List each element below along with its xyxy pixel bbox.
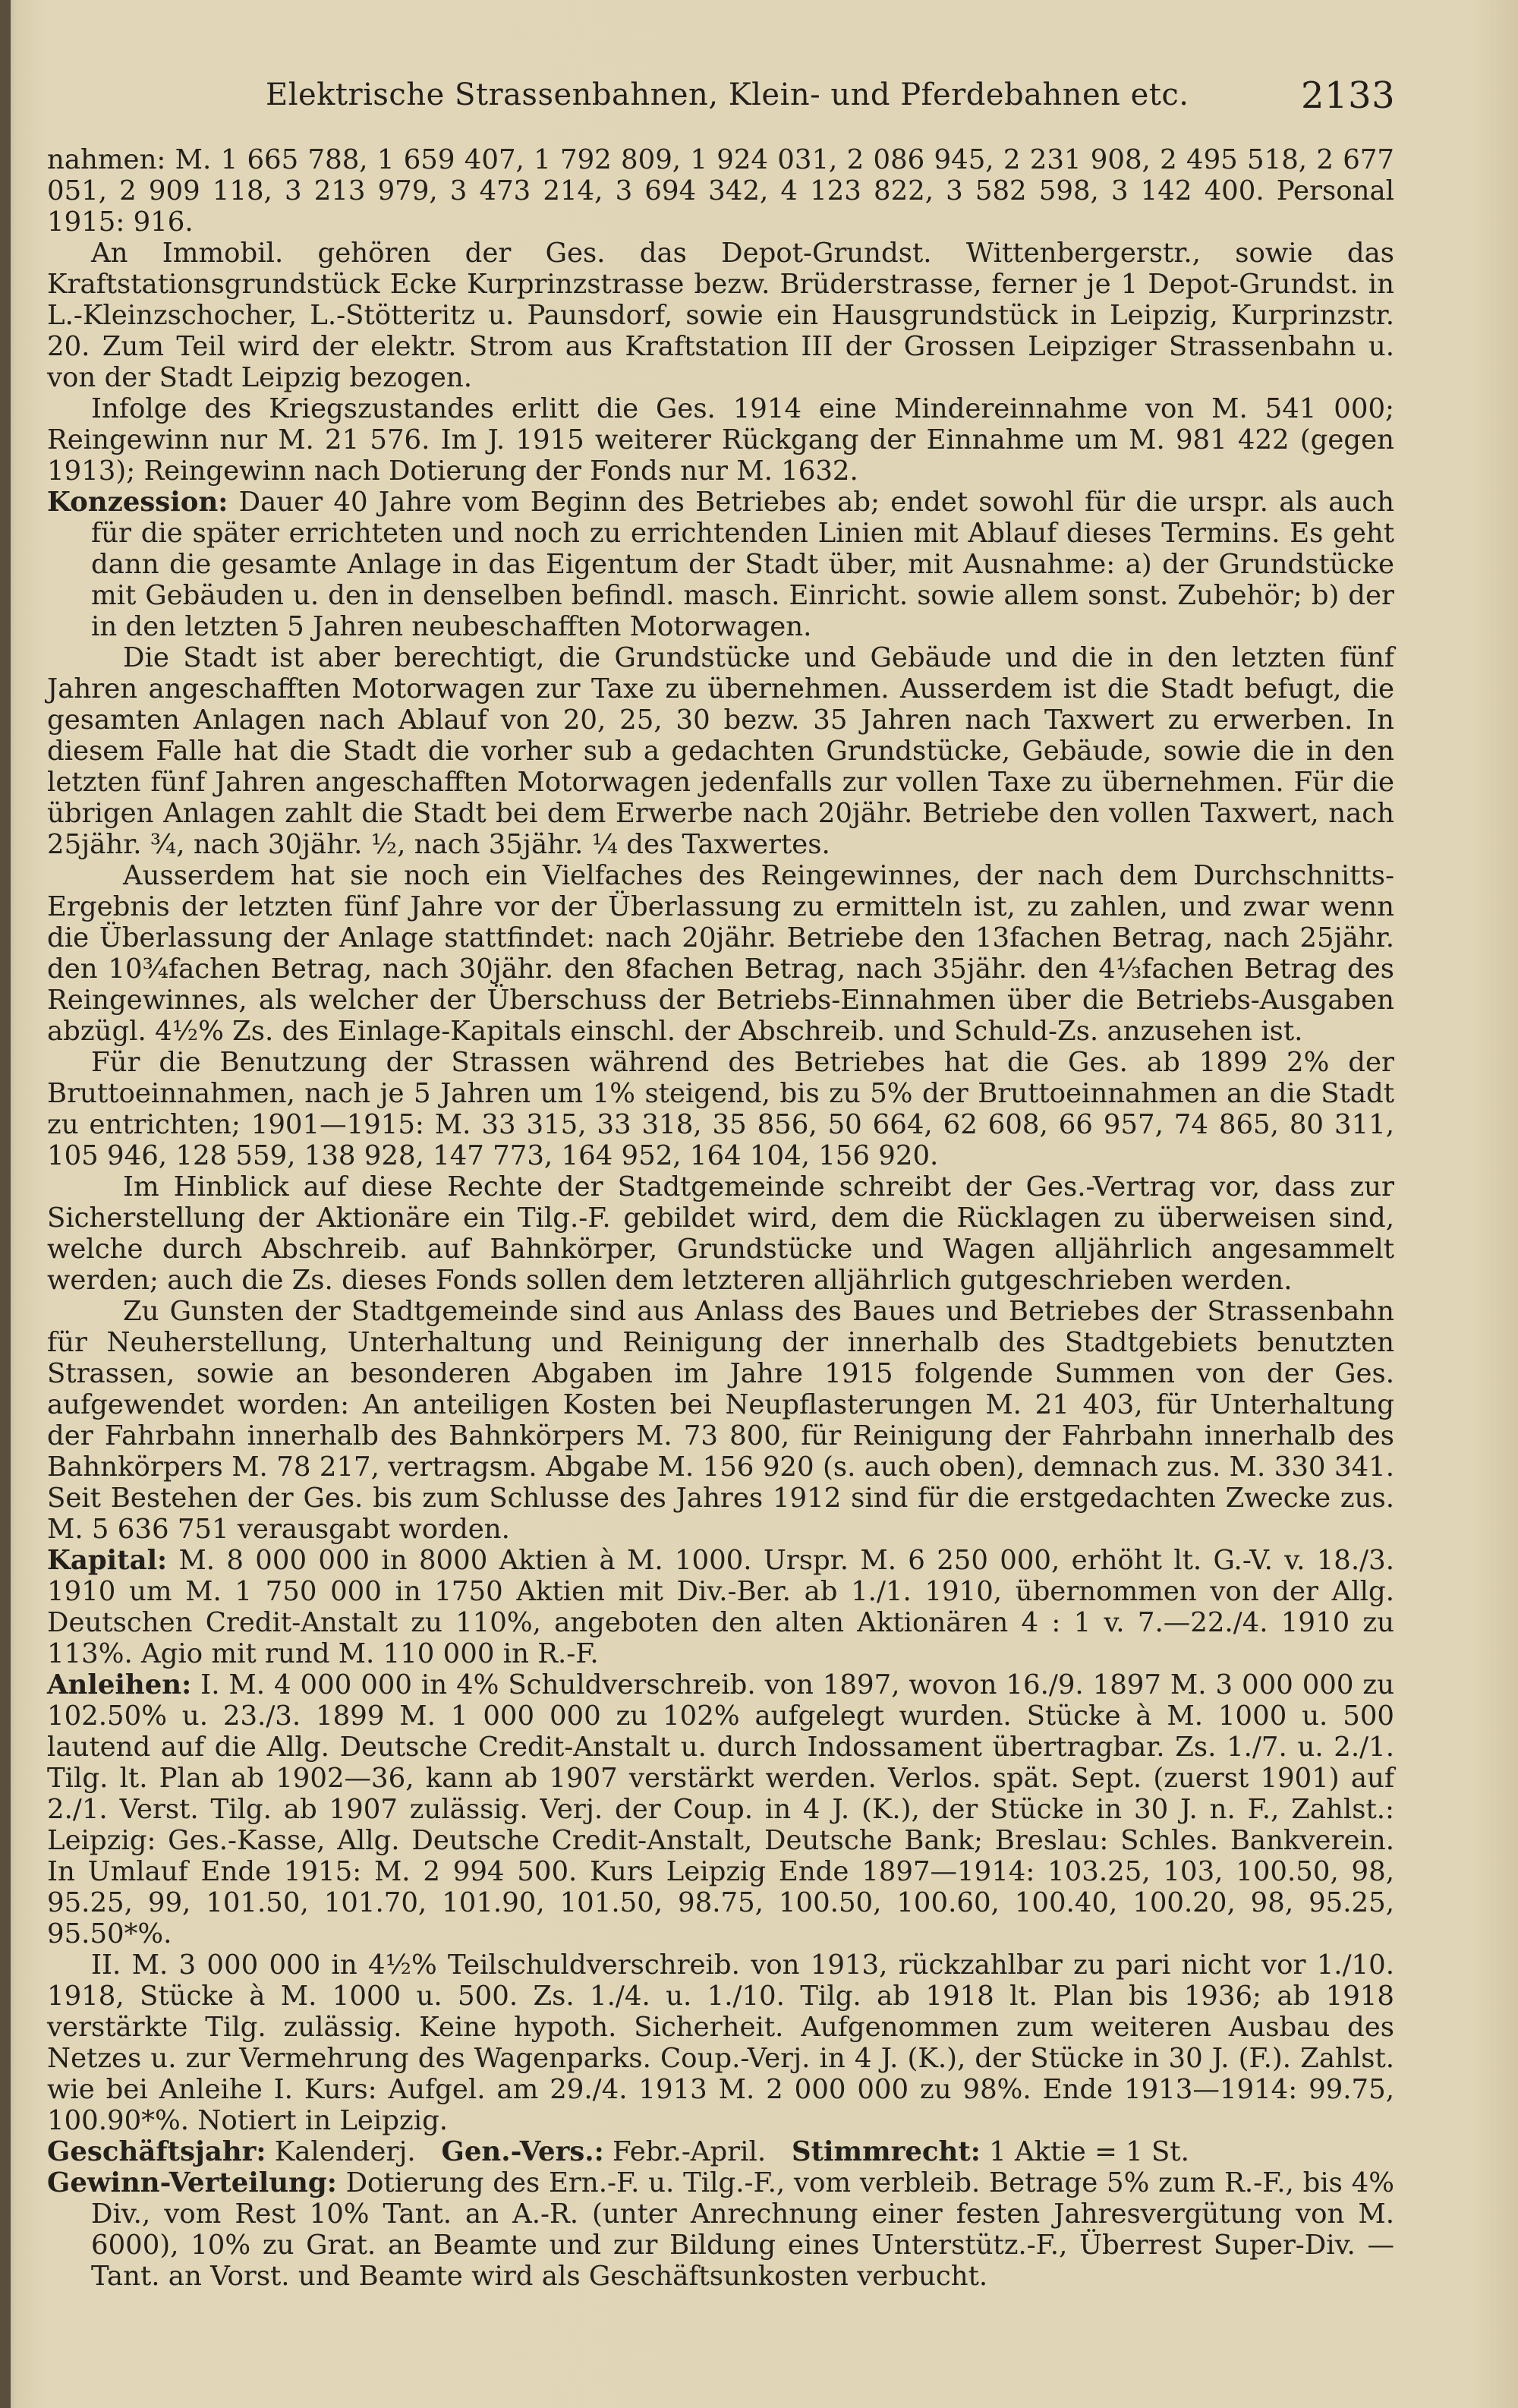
- paragraph-anleihen: Anleihen: I. M. 4 000 000 in 4% Schuldverschreib. von 1897, wovon 16./9. 1897 M. 3 000 000 zu 102.50% u. 23./3. 1899 M. 1 000 000 zu 102% aufgelegt wurden. Stücke à M. 1000 u. 500 lautend auf die Allg. Deutsche Credit-Anstalt u. durch Indossament übertragbar. Zs. 1./7. u. 2./1. Tilg. lt. Plan ab 1902—36, kann ab 1907 verstärkt werden. Verlos. spät. Sept. (zuerst 1901) auf 2./1. Verst. Tilg. ab 1907 zulässig. Verj. der Coup. in 4 J. (K.), der Stücke in 30 J. n. F., Zahlst.: Leipzig: Ges.-Kasse, Allg. Deutsche Credit-Anstalt, Deutsche Bank; Breslau: Schles. Bankverein. In Umlauf Ende 1915: M. 2 994 500. Kurs Leipzig Ende 1897—1914: 103.25, 103, 100.50, 98, 95.25, 99, 101.50, 101.70, 101.90, 101.50, 98.75, 100.50, 100.60, 100.40, 100.20, 98, 95.25, 95.50*%.: [47, 1669, 1394, 1949]
- paragraph-stadt-rechte: Die Stadt ist aber berechtigt, die Grundstücke und Gebäude und die in den letzten fünf Jahren angeschafften Motorwagen zur Taxe zu übernehmen. Ausserdem ist die Stadt befugt, die gesamten Anlagen nach Ablauf von 20, 25, 30 bezw. 35 Jahren nach Taxwert zu erwerben. In diesem Falle hat die Stadt die vorher sub a gedachten Grundstücke, Gebäude, sowie die in den letzten fünf Jahren angeschafften Motorwagen jedenfalls zur vollen Taxe zu übernehmen. Für die übrigen Anlagen zahlt die Stadt bei dem Erwerbe nach 20jähr. Betriebe den vollen Taxwert, nach 25jähr. ¾, nach 30jähr. ½, nach 35jähr. ¼ des Taxwertes.: [47, 642, 1394, 860]
- paragraph-konzession: Konzession: Dauer 40 Jahre vom Beginn des Betriebes ab; endet sowohl für die urspr. als auch für die später errichteten und noch zu errichtenden Linien mit Ablauf dieses Termins. Es geht dann die gesamte Anlage in das Eigentum der Stadt über, mit Ausnahme: a) der Grundstücke mit Gebäuden u. den in denselben befindl. masch. Einricht. sowie allem sonst. Zubehör; b) der in den letzten 5 Jahren neubeschafften Motorwagen.: [47, 487, 1394, 642]
- page-number: 2133: [1301, 74, 1396, 117]
- paragraph-geschaeftsjahr: Geschäftsjahr: Kalenderj. Gen.-Vers.: Febr.-April. Stimmrecht: 1 Aktie = 1 St.: [47, 2136, 1189, 2167]
- paragraph-revenue: nahmen: M. 1 665 788, 1 659 407, 1 792 809, 1 924 031, 2 086 945, 2 231 908, 2 495 518, 2 677 051, 2 909 118, 3 213 979, 3 473 214, 3 694 342, 4 123 822, 3 582 598, 3 142 400. Personal 1915: 916.: [47, 144, 1394, 238]
- body-text: [47, 144, 1394, 2292]
- paragraph-reingewinn: Ausserdem hat sie noch ein Vielfaches des Reingewinnes, der nach dem Durchschnitts-Ergebnis der letzten fünf Jahre vor der Überlassung zu ermitteln ist, zu zahlen, und zwar wenn die Überlassung der Anlage stattfindet: nach 20jähr. Betriebe den 13fachen Betrag, nach 25jähr. den 10¾fachen Betrag, nach 30jähr. den 8fachen Betrag, nach 35jähr. den 4⅓fachen Betrag des Reingewinnes, als welcher der Überschuss der Betriebs-Einnahmen über die Betriebs-Ausgaben abzügl. 4½% Zs. des Einlage-Kapitals einschl. der Abschreib. und Schuld-Zs. anzusehen ist.: [47, 860, 1394, 1047]
- paragraph-strassenbenutzung: Für die Benutzung der Strassen während des Betriebes hat die Ges. ab 1899 2% der Bruttoeinnahmen, nach je 5 Jahren um 1% steigend, bis zu 5% der Bruttoeinnahmen an die Stadt zu entrichten; 1901—1915: M. 33 315, 33 318, 35 856, 50 664, 62 608, 66 957, 74 865, 80 311, 105 946, 128 559, 138 928, 147 773, 164 952, 164 104, 156 920.: [47, 1047, 1394, 1171]
- section-label: Gen.-Vers.:: [441, 2136, 604, 2167]
- section-label: Kapital:: [47, 1545, 168, 1576]
- running-header: [0, 73, 1518, 126]
- section-label: Gewinn-Verteilung:: [47, 2167, 337, 2198]
- paragraph-anleihe-ii: II. M. 3 000 000 in 4½% Teilschuldverschreib. von 1913, rückzahlbar zu pari nicht vor 1./10. 1918, Stücke à M. 1000 u. 500. Zs. 1./4. u. 1./10. Tilg. ab 1918 lt. Plan bis 1936; ab 1918 verstärkte Tilg. zulässig. Keine hypoth. Sicherheit. Aufgenommen zum weiteren Ausbau des Netzes u. zur Vermehrung des Wagenparks. Coup.-Verj. in 4 J. (K.), der Stücke in 30 J. (F.). Zahlst. wie bei Anleihe I. Kurs: Aufgel. am 29./4. 1913 M. 2 000 000 zu 98%. Ende 1913—1914: 99.75, 100.90*%. Notiert in Leipzig.: [47, 1949, 1394, 2136]
- paragraph-immobilien: An Immobil. gehören der Ges. das Depot-Grundst. Wittenbergerstr., sowie das Kraftstationsgrundstück Ecke Kurprinzstrasse bezw. Brüderstrasse, ferner je 1 Depot-Grundst. in L.-Kleinzschocher, L.-Stötteritz u. Paunsdorf, sowie ein Hausgrundstück in Leipzig, Kurprinzstr. 20. Zum Teil wird der elektr. Strom aus Kraftstation III der Grossen Leipziger Strassenbahn u. von der Stadt Leipzig bezogen.: [47, 238, 1394, 393]
- paragraph-kriegszustand: Infolge des Kriegszustandes erlitt die Ges. 1914 eine Mindereinnahme von M. 541 000; Reingewinn nur M. 21 576. Im J. 1915 weiterer Rückgang der Einnahme um M. 981 422 (gegen 1913); Reingewinn nach Dotierung der Fonds nur M. 1632.: [47, 393, 1394, 487]
- paragraph-gewinn-verteilung: Gewinn-Verteilung: Dotierung des Ern.-F. u. Tilg.-F., vom verbleib. Betrage 5% zum R.-F., bis 4% Div., vom Rest 10% Tant. an A.-R. (unter Anrechnung einer festen Jahresvergütung von M. 6000), 10% zu Grat. an Beamte und zur Bildung eines Unterstütz.-F., Überrest Super-Div. — Tant. an Vorst. und Beamte wird als Geschäftsunkosten verbucht.: [47, 2167, 1394, 2292]
- paragraph-kapital: Kapital: M. 8 000 000 in 8000 Aktien à M. 1000. Urspr. M. 6 250 000, erhöht lt. G.-V. v. 18./3. 1910 um M. 1 750 000 in 1750 Aktien mit Div.-Ber. ab 1./1. 1910, übernommen von der Allg. Deutschen Credit-Anstalt zu 110%, angeboten den alten Aktionären 4 : 1 v. 7.—22./4. 1910 zu 113%. Agio mit rund M. 110 000 in R.-F.: [47, 1545, 1394, 1669]
- section-label: Geschäftsjahr:: [47, 2136, 266, 2167]
- book-spine-shadow: [0, 0, 11, 2408]
- section-label: Anleihen:: [47, 1669, 192, 1700]
- paragraph-tilgungsfonds: Im Hinblick auf diese Rechte der Stadtgemeinde schreibt der Ges.-Vertrag vor, dass zur Sicherstellung der Aktionäre ein Tilg.-F. gebildet wird, dem die Rücklagen zu überweisen sind, welche durch Abschreib. auf Bahnkörper, Grundstücke und Wagen alljährlich angesammelt werden; auch die Zs. dieses Fonds sollen dem letzteren alljährlich gutgeschrieben werden.: [47, 1171, 1394, 1296]
- running-title: Elektrische Strassenbahnen, Klein- und Pferdebahnen etc.: [266, 77, 1189, 112]
- paragraph-stadtgemeinde: Zu Gunsten der Stadtgemeinde sind aus Anlass des Baues und Betriebes der Strassenbahn für Neuherstellung, Unterhaltung und Reinigung der innerhalb des Stadtgebiets benutzten Strassen, sowie an besonderen Abgaben im Jahre 1915 folgende Summen von der Ges. aufgewendet worden: An anteiligen Kosten bei Neupflasterungen M. 21 403, für Unterhaltung der Fahrbahn innerhalb des Bahnkörpers M. 73 800, für Reinigung der Fahrbahn innerhalb des Bahnkörpers M. 78 217, vertragsm. Abgabe M. 156 920 (s. auch oben), demnach zus. M. 330 341. Seit Bestehen der Ges. bis zum Schlusse des Jahres 1912 sind für die erstgedachten Zwecke zus. M. 5 636 751 verausgabt worden.: [47, 1296, 1394, 1545]
- section-label: Konzession:: [47, 487, 228, 518]
- section-label: Stimmrecht:: [792, 2136, 981, 2167]
